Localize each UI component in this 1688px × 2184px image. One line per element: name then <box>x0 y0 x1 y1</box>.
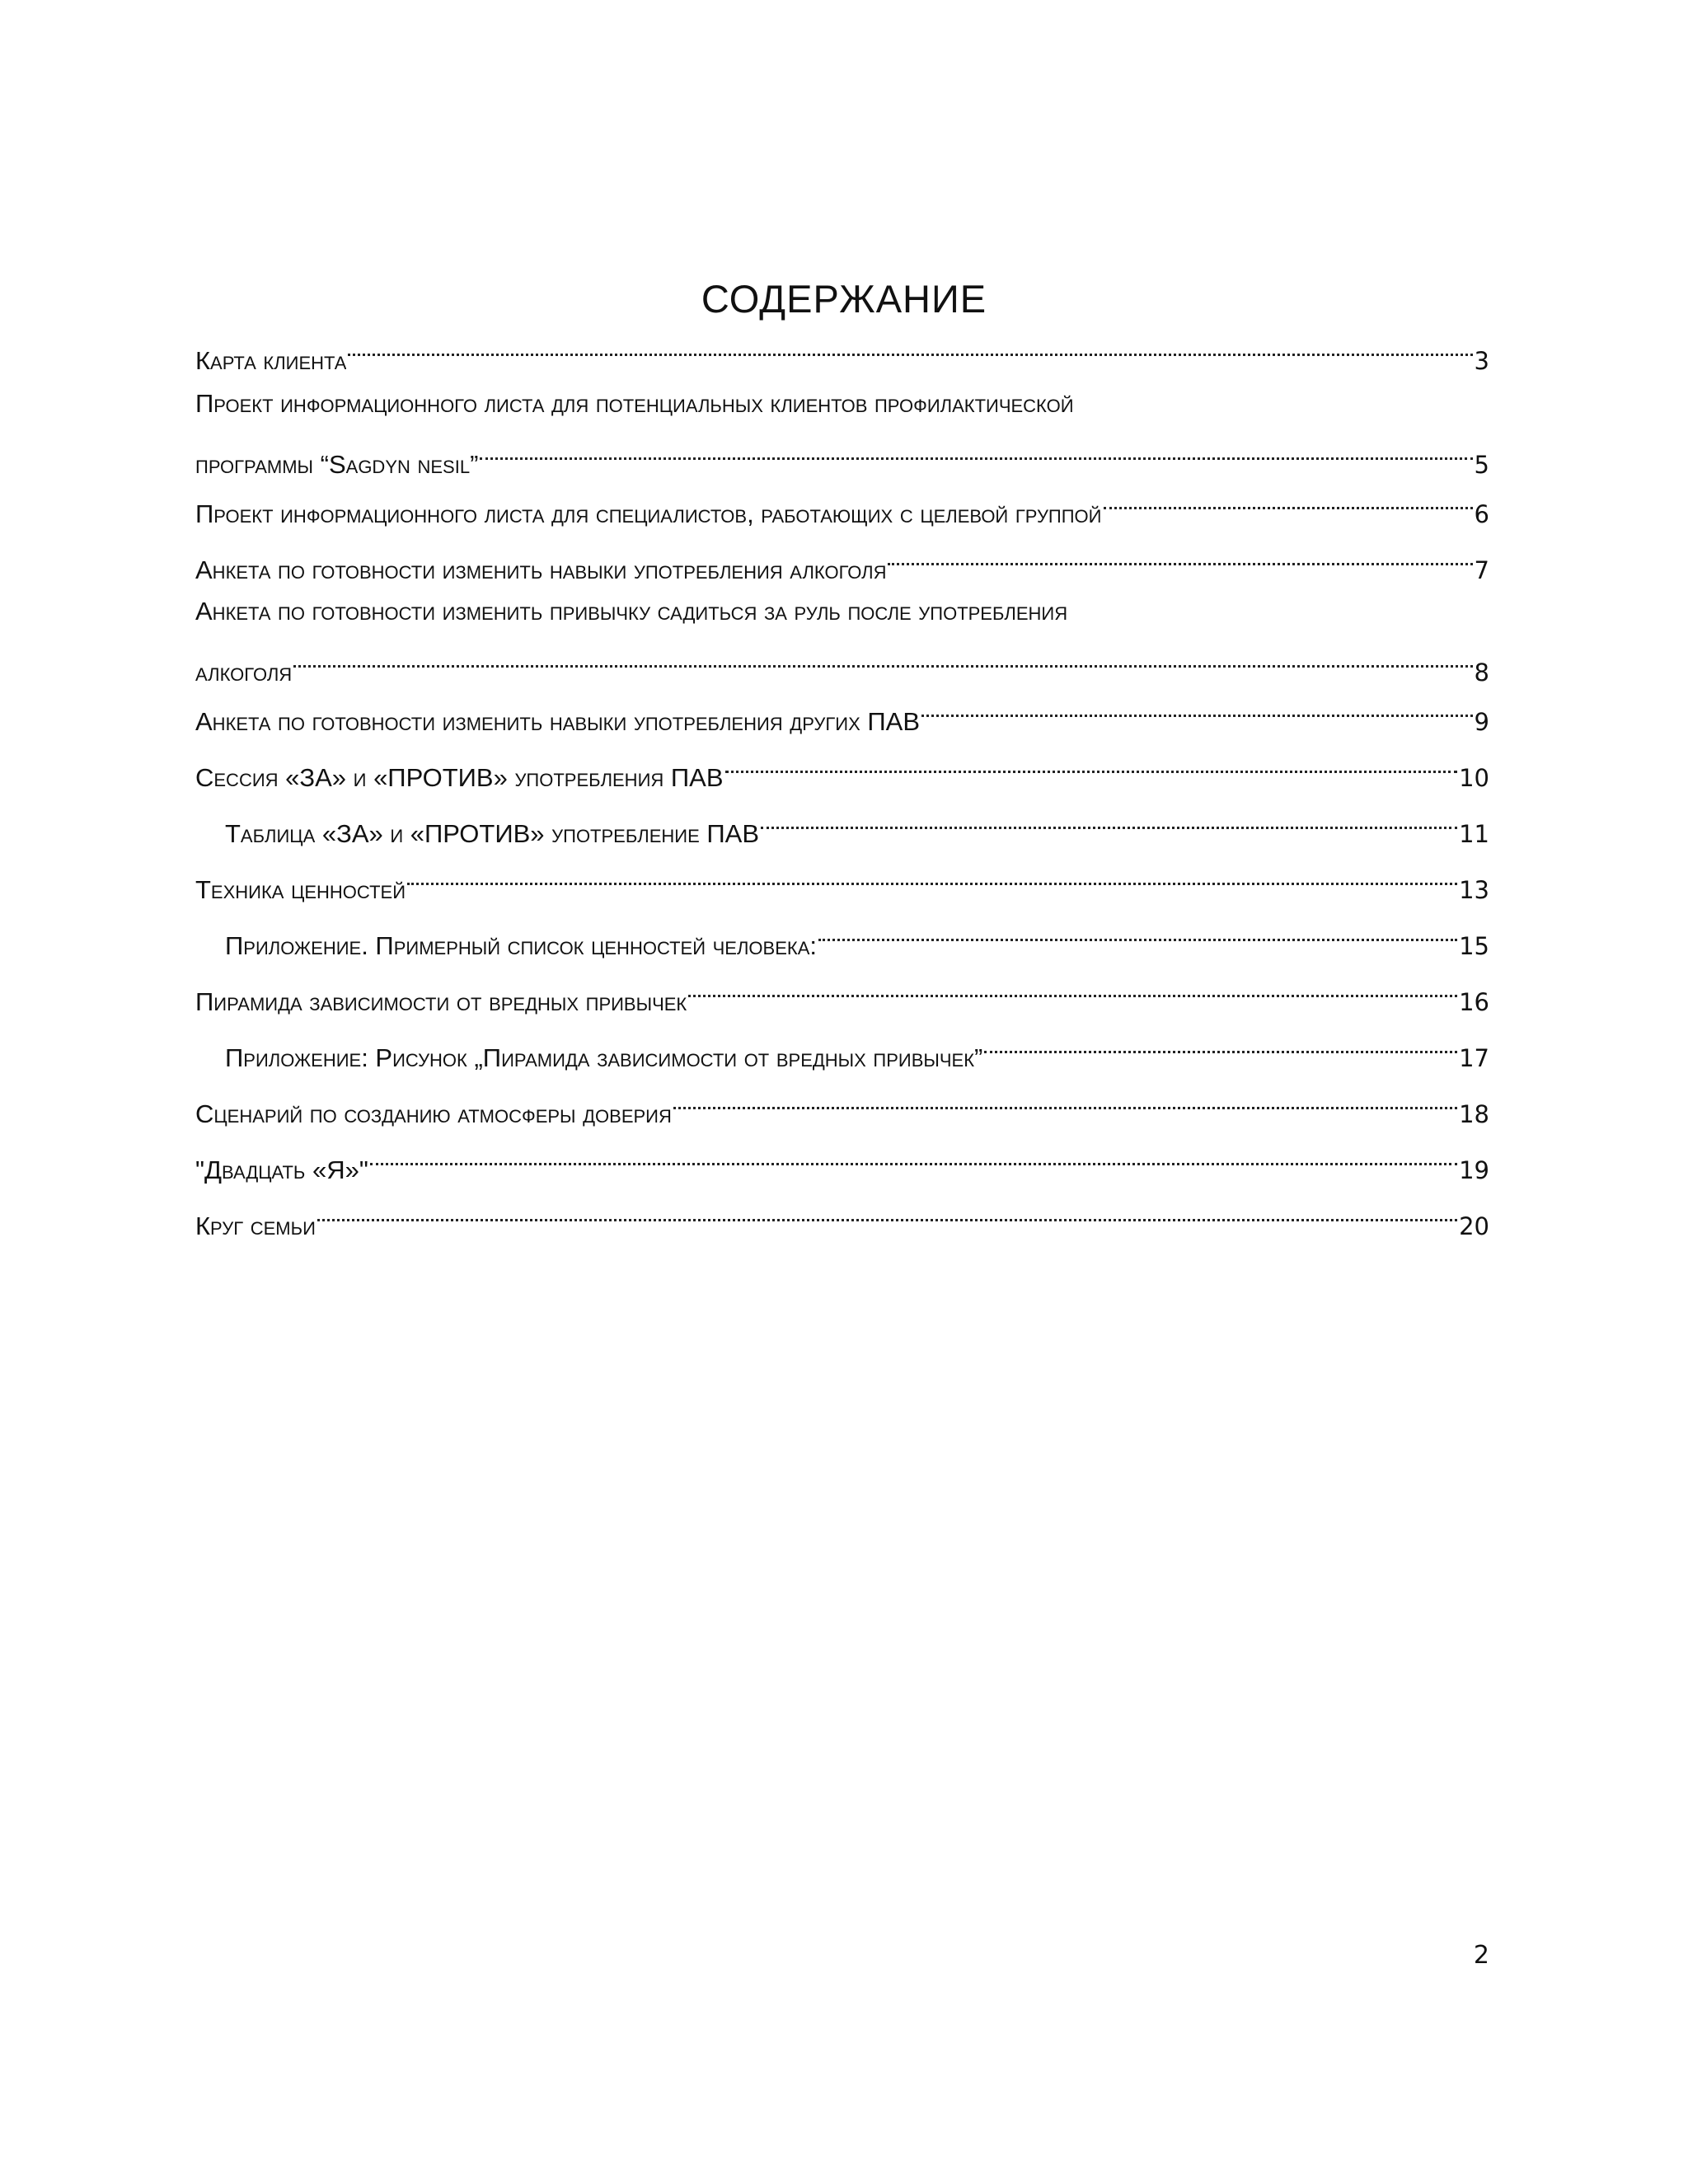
toc-page-number: 17 <box>1459 1044 1489 1072</box>
toc-page-number: 16 <box>1459 988 1489 1016</box>
dot-leader <box>818 908 1457 954</box>
toc-entry-title: Сценарий по созданию атмосферы доверия <box>195 1099 672 1128</box>
toc-entry-title: Анкета по готовности изменить навыки употребления алкоголя <box>195 555 887 584</box>
dot-leader <box>725 740 1458 786</box>
toc-entry-title-line1: Проект информационного листа для потенциальных клиентов профилактической <box>195 389 1074 418</box>
dot-leader <box>370 1132 1457 1179</box>
toc-entry-alcohol-questionnaire[interactable] <box>195 532 1489 584</box>
toc-entry-title: Таблица «ЗА» и «ПРОТИВ» употребление ПАВ <box>225 819 760 848</box>
toc-entry-info-sheet-specialists[interactable] <box>195 476 1489 528</box>
dot-leader <box>673 1076 1457 1122</box>
toc-entry-info-sheet-clients[interactable] <box>195 381 1489 479</box>
dot-leader <box>888 532 1472 579</box>
dot-leader <box>688 964 1457 1010</box>
dot-leader <box>293 635 1472 681</box>
toc-page-number: 15 <box>1459 932 1489 960</box>
toc-page-number: 8 <box>1474 658 1489 687</box>
toc-page-number: 7 <box>1474 556 1489 584</box>
toc-entry-substances-questionnaire[interactable] <box>195 684 1489 736</box>
toc-entry-title-line1: Анкета по готовности изменить привычку садиться за руль после употребления <box>195 597 1068 626</box>
toc-entry-title: Приложение. Примерный список ценностей человека: <box>225 931 817 960</box>
toc-entry-title: Пирамида зависимости от вредных привычек <box>195 987 687 1016</box>
toc-page-number: 18 <box>1459 1100 1489 1128</box>
toc-entry-driving-questionnaire[interactable] <box>195 588 1489 687</box>
toc-entry-title: Анкета по готовности изменить навыки употребления других ПАВ <box>195 707 921 736</box>
dot-leader <box>480 427 1472 473</box>
toc-entry-trust-scenario[interactable] <box>195 1076 1489 1128</box>
toc-entry-title: программы “Sagdyn nesil” <box>195 450 479 479</box>
dot-leader <box>921 684 1473 730</box>
toc-entry-values-list-appendix[interactable] <box>225 908 1489 960</box>
toc-entry-title: Карта клиента <box>195 346 347 375</box>
toc-page-number: 6 <box>1474 500 1489 528</box>
dot-leader <box>317 1188 1457 1235</box>
page-number: 2 <box>1473 1941 1489 1970</box>
toc-page-number: 13 <box>1459 876 1489 904</box>
toc-entry-title: Сессия «ЗА» и «ПРОТИВ» употребления ПАВ <box>195 763 724 792</box>
toc-entry-pyramid-figure-appendix[interactable] <box>225 1020 1489 1072</box>
toc-entry-pro-con-session[interactable] <box>195 740 1489 792</box>
toc-page-number: 5 <box>1474 451 1489 479</box>
toc-page-number: 3 <box>1474 347 1489 375</box>
toc-entry-title: алкоголя <box>195 658 293 687</box>
toc-page-number: 9 <box>1474 708 1489 736</box>
toc-page-number: 11 <box>1459 820 1489 848</box>
toc-page-number: 10 <box>1459 764 1489 792</box>
dot-leader <box>348 323 1472 369</box>
toc-entry-values-technique[interactable] <box>195 852 1489 904</box>
toc-entry-family-circle[interactable] <box>195 1188 1489 1240</box>
dot-leader <box>1104 476 1473 523</box>
toc-entry-addiction-pyramid[interactable] <box>195 964 1489 1016</box>
dot-leader <box>407 852 1457 898</box>
dot-leader <box>984 1020 1457 1066</box>
toc-entry-title: Проект информационного листа для специалистов, работающих с целевой группой <box>195 499 1102 528</box>
toc-entry-title: Техника ценностей <box>195 875 406 904</box>
toc-entry-client-card[interactable] <box>195 323 1489 375</box>
toc-entry-title: Круг семьи <box>195 1212 316 1240</box>
toc-page-number: 19 <box>1459 1156 1489 1184</box>
toc-page-number: 20 <box>1459 1212 1489 1240</box>
toc-entry-pro-con-table[interactable] <box>225 796 1489 848</box>
toc-entry-twenty-i[interactable] <box>195 1132 1489 1184</box>
dot-leader <box>761 796 1457 842</box>
page-title: СОДЕРЖАНИЕ <box>701 277 987 321</box>
toc-entry-title: "Двадцать «Я»" <box>195 1155 368 1184</box>
toc-entry-title: Приложение: Рисунок „Пирамида зависимости от вредных привычек” <box>225 1043 983 1072</box>
